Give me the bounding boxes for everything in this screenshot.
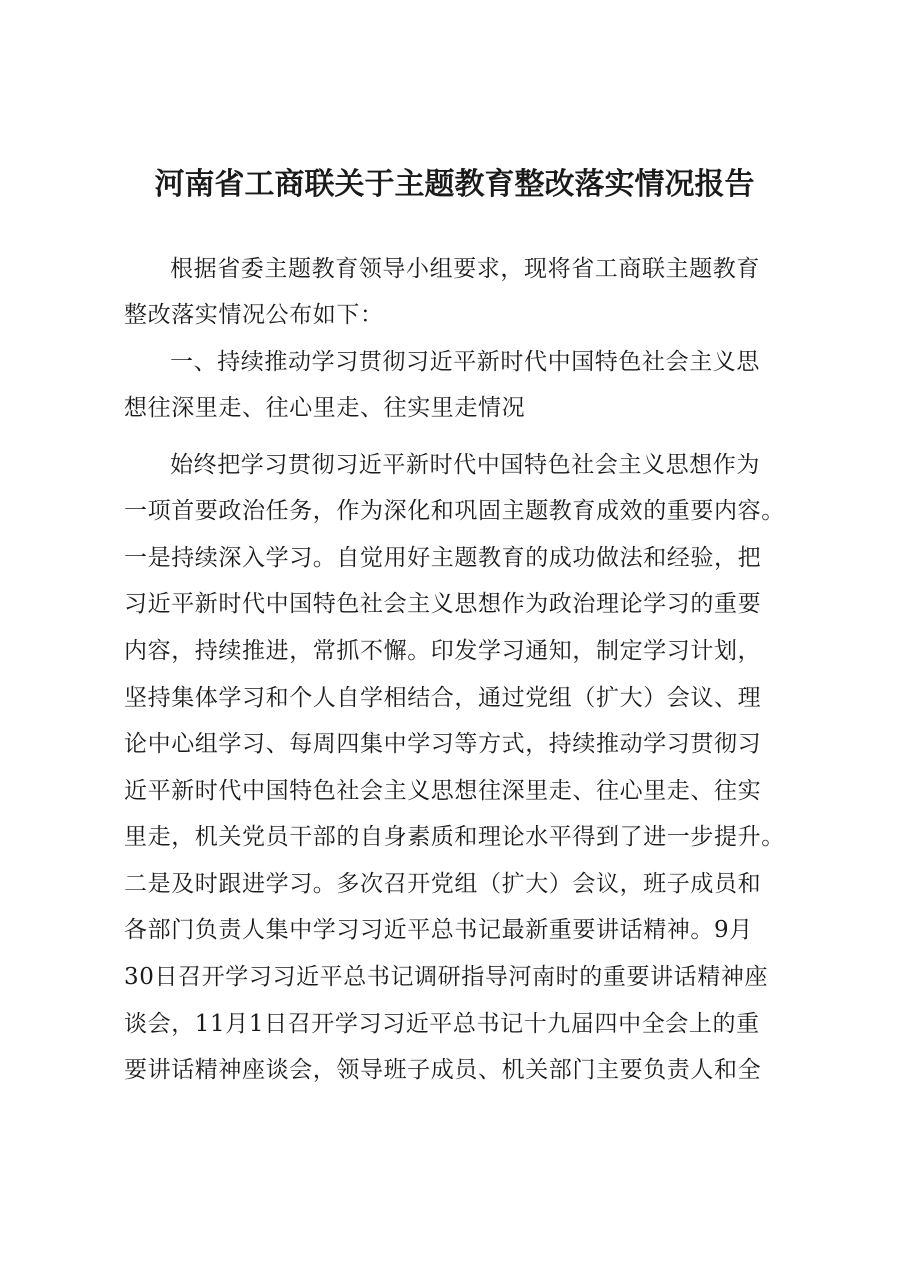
paragraph-line: 一项首要政治任务，作为深化和巩固主题教育成效的重要内容。 [124,498,785,524]
paragraph-line: 习近平新时代中国特色社会主义思想作为政治理论学习的重要 [124,591,762,617]
section-heading-line: 想往深里走、往心里走、往实里走情况 [124,395,526,421]
paragraph-line: 根据省委主题教育领导小组要求，现将省工商联主题教育 [170,256,760,282]
paragraph-line: 始终把学习贯彻习近平新时代中国特色社会主义思想作为 [170,452,760,478]
section-heading-line: 一、持续推动学习贯彻习近平新时代中国特色社会主义思 [170,349,760,375]
paragraph-line: 里走，机关党员干部的自身素质和理论水平得到了进一步提升。 [124,824,785,850]
paragraph-line: 坚持集体学习和个人自学相结合，通过党组（扩大）会议、理 [124,685,762,711]
paragraph-line: 谈会，11月1日召开学习习近平总书记十九届四中全会上的重 [124,1011,760,1037]
document-title: 河南省工商联关于主题教育整改落实情况报告 [154,167,755,202]
paragraph-line: 论中心组学习、每周四集中学习等方式，持续推动学习贯彻习 [124,731,762,757]
paragraph-line: 30日召开学习习近平总书记调研指导河南时的重要讲话精神座 [124,964,769,990]
paragraph-line: 内容，持续推进，常抓不懈。印发学习通知，制定学习计划， [124,638,762,664]
paragraph-line: 二是及时跟进学习。多次召开党组（扩大）会议，班子成员和 [124,871,762,897]
paragraph-line: 一是持续深入学习。自觉用好主题教育的成功做法和经验，把 [124,545,762,571]
paragraph-line: 整改落实情况公布如下： [124,302,384,328]
paragraph-line: 各部门负责人集中学习习近平总书记最新重要讲话精神。9月 [124,917,753,943]
paragraph-line: 近平新时代中国特色社会主义思想往深里走、往心里走、往实 [124,778,762,804]
paragraph-line: 要讲话精神座谈会，领导班子成员、机关部门主要负责人和全 [124,1057,762,1083]
